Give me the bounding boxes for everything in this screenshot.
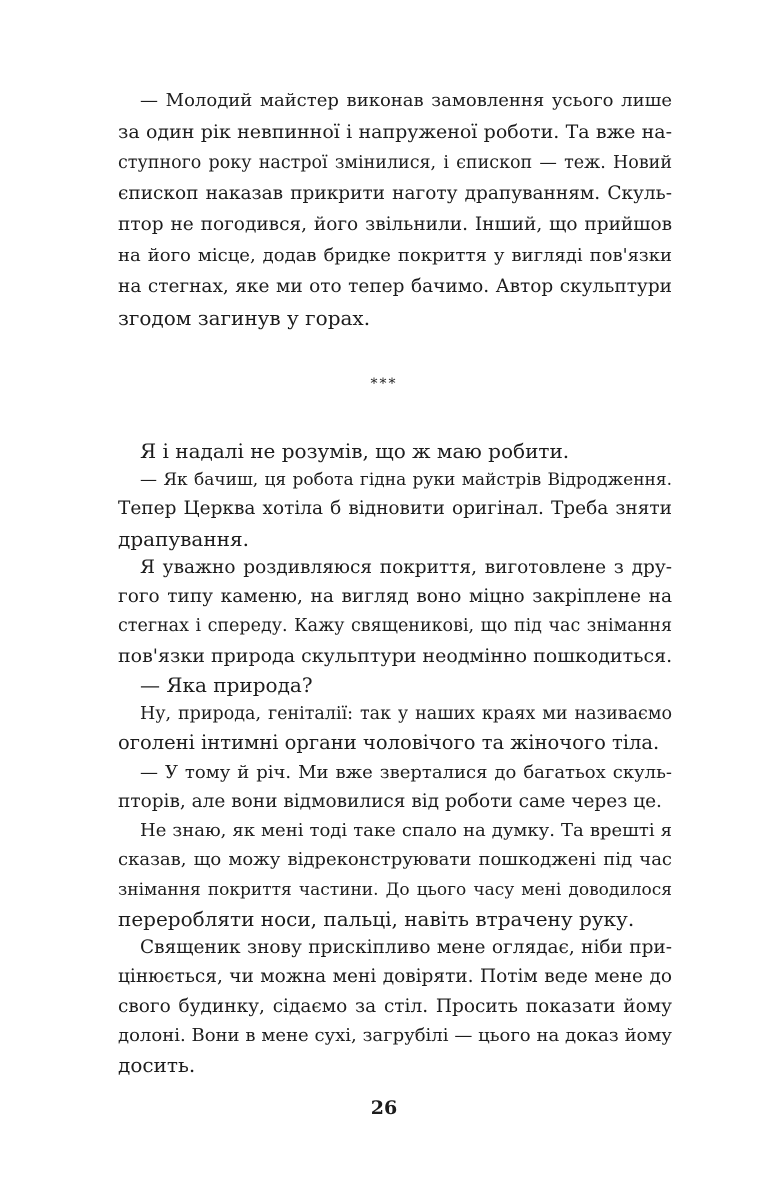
text-line: пов'язки природа скульптури неодмінно пошкодиться. — [118, 645, 673, 667]
text-line: стегнах і спереду. Кажу священикові, що під час знімання — [118, 616, 672, 636]
text-line: птор не погодився, його звільнили. Інший, що прийшов — [118, 214, 672, 235]
text-line: Я і надалі не розумів, що ж маю робити. — [140, 439, 570, 463]
text-line: пторів, але вони відмовилися від роботи саме через це. — [118, 791, 662, 812]
text-line: за один рік невпинної і напруженої роботи. Та вже на- — [118, 121, 672, 143]
text-line: на стегнах, яке ми ото тепер бачимо. Автор скульптури — [118, 276, 672, 297]
text-line: Ну, природа, геніталії: так у наших краях ми називаємо — [140, 704, 672, 724]
text-line: Священик знову прискіпливо мене оглядає, ніби при- — [140, 937, 672, 958]
page-number: 26 — [370, 1097, 398, 1119]
text-line: оголені інтимні органи чоловічого та жіночого тіла. — [118, 731, 660, 754]
text-line: Я уважно роздивляюся покриття, виготовлене з дру- — [140, 557, 672, 578]
text-line: сказав, що можу відреконструювати пошкоджені під час — [118, 849, 672, 870]
text-line: Не знаю, як мені тоді таке спало на думку. Та врешті я — [140, 820, 672, 841]
text-line: — У тому й річ. Ми вже зверталися до багатьох скуль- — [140, 762, 672, 783]
text-line: — Як бачиш, ця робота гідна руки майстрів Відродження. — [140, 470, 672, 490]
text-line: цінюється, чи можна мені довіряти. Потім веде мене до — [118, 966, 672, 987]
text-line: долоні. Вони в мене сухі, загрубілі — цього на доказ йому — [118, 1025, 672, 1046]
text-line: на його місце, додав бридке покриття у вигляді пов'язки — [118, 245, 672, 266]
text-line: драпування. — [118, 527, 249, 551]
text-line: — Молодий майстер виконав замовлення усього лише — [140, 90, 672, 111]
text-line: Тепер Церква хотіла б відновити оригінал. Треба зняти — [118, 498, 672, 519]
text-line: єпископ наказав прикрити наготу драпуванням. Скуль- — [118, 183, 672, 204]
text-line: гого типу каменю, на вигляд воно міцно закріплене на — [118, 586, 672, 607]
text-line: свого будинку, сідаємо за стіл. Просить показати йому — [118, 996, 672, 1017]
text-line: переробляти носи, пальці, навіть втрачену руку. — [118, 907, 635, 931]
section-separator: *** — [370, 376, 398, 392]
text-line: знімання покриття частини. До цього часу мені доводилося — [118, 880, 672, 900]
text-line: досить. — [118, 1053, 196, 1077]
text-line: ступного року настрої змінилися, і єпископ — теж. Новий — [118, 153, 672, 173]
text-line: — Яка природа? — [140, 673, 313, 697]
text-line: згодом загинув у горах. — [118, 306, 371, 330]
